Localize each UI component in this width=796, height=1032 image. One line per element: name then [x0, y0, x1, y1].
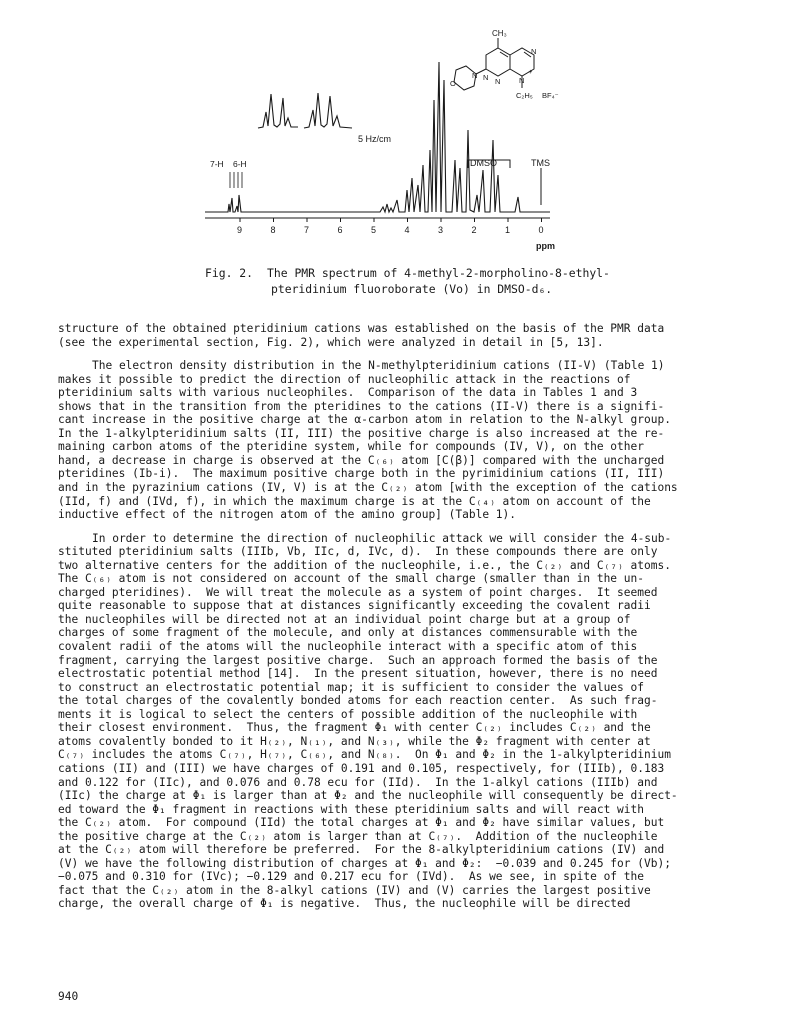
- text-line: ed toward the Φ₁ fragment in reactions with these pteridinium salts and will react with: [58, 802, 644, 816]
- atom-label-n3: N: [495, 77, 501, 86]
- figure-caption: [205, 265, 675, 297]
- text-line: C₍₇₎ includes the atoms C₍₇₎, H₍₇₎, C₍₆₎, and N₍₈₎. On Φ₁ and Φ₂ in the 1-alkylpteridinium: [58, 748, 671, 762]
- expanded-multiplet-7h: [258, 94, 298, 128]
- axis-tick-label: 9: [237, 225, 243, 235]
- body-text: [58, 322, 758, 911]
- text-line: structure of the obtained pteridinium cations was established on the basis of the PMR data: [58, 322, 665, 335]
- morpholine-o-label: O: [450, 79, 456, 88]
- text-line: (IId, f) and (IVd, f), in which the maximum charge is at the C₍₄₎ atom on account of the: [58, 494, 651, 508]
- axis-tick-label: 0: [538, 225, 544, 235]
- expanded-multiplet-6h: [304, 93, 352, 128]
- text-line: ments it is logical to select the centers of possible addition of the nucleophile with: [58, 707, 638, 721]
- axis-tick-label: 6: [337, 225, 343, 235]
- text-line: their closest environment. Thus, the fragment Φ₁ with center C₍₂₎ includes C₍₂₎ and the: [58, 721, 651, 735]
- text-line: quite reasonable to suppose that at distances significantly exceeding the covalent radii: [58, 599, 651, 613]
- text-line: atoms covalently bonded to it H₍₂₎, N₍₁₎, and N₍₃₎, while the Φ₂ fragment with center at: [58, 734, 651, 748]
- text-line: hand, a decrease in charge is observed at the C₍₆₎ atom [C(β)] compared with the uncharged: [58, 453, 665, 467]
- atom-label-n1: N: [483, 73, 489, 82]
- peak-label-ticks: [230, 172, 242, 188]
- text-line: fragment, carrying the largest positive charge. Such an approach formed the basis of the: [58, 653, 658, 667]
- caption-line-1: The PMR spectrum of 4-methyl-2-morpholino-8-ethyl-: [267, 266, 610, 280]
- caption-line-2: pteridinium fluoroborate (Vo) in DMSO-d₆.: [271, 282, 553, 296]
- text-line: cations (II) and (III) we have charges of 0.191 and 0.105, respectively, for (IIIb), 0.183: [58, 761, 665, 775]
- text-line: the positive charge at the C₍₂₎ atom is larger than at C₍₇₎. Addition of the nucleophile: [58, 829, 658, 843]
- text-line: charged pteridines). We will treat the molecule as a system of point charges. It seemed: [58, 585, 658, 599]
- text-line: at the C₍₂₎ atom will therefore be preferred. For the 8-alkylpteridinium cations (IV) and: [58, 843, 665, 857]
- peak-label-7h: 7-H: [210, 159, 224, 169]
- scale-label: 5 Hz/cm: [358, 134, 392, 144]
- paragraph: [58, 322, 758, 349]
- pmr-spectrum-figure: [0, 0, 796, 262]
- axis-tick-label: 5: [371, 225, 377, 235]
- anion-label: BF₄⁻: [542, 91, 559, 100]
- text-line: the nucleophiles will be directed not at an individual point charge but at a group of: [58, 612, 631, 626]
- atom-label-n8: N: [519, 76, 525, 85]
- text-line: pteridines (Ib-i). The maximum positive charge both in the pyrimidinium cations (II, III): [58, 467, 665, 481]
- text-line: the total charges of the covalently bonded atoms for each reaction center. As such frag-: [58, 694, 658, 708]
- tms-label: TMS: [531, 158, 550, 168]
- axis-ticks: [237, 218, 544, 235]
- ethyl-label: C₂H₅: [516, 91, 533, 100]
- morpholine-n-label: N: [472, 71, 478, 80]
- text-line: (V) we have the following distribution of charges at Φ₁ and Φ₂: −0.039 and 0.245 for (Vb);: [58, 856, 671, 870]
- text-line: and in the pyrazinium cations (IV, V) is at the C₍₂₎ atom [with the exception of the cations: [58, 481, 678, 495]
- text-line: The electron density distribution in the N-methylpteridinium cations (II-V) (Table 1): [92, 359, 665, 373]
- text-line: The C₍₆₎ atom is not considered on account of the small charge (smaller than in the un-: [58, 572, 644, 586]
- text-line: fact that the C₍₂₎ atom in the 8-alkyl cations (IV) and (V) carries the largest positive: [58, 883, 651, 897]
- text-line: inductive effect of the nitrogen atom of the amino group] (Table 1).: [58, 508, 517, 522]
- text-line: In order to determine the direction of nucleophilic attack we will consider the 4-sub-: [92, 531, 672, 545]
- text-line: covalent radii of the atoms will the nucleophile interact with a specific atom of this: [58, 640, 638, 654]
- peak-label-6h: 6-H: [233, 159, 247, 169]
- text-line: shows that in the transition from the pteridines to the cations (II-V) there is a signifi-: [58, 399, 665, 413]
- text-line: pteridinium salts with various nucleophiles. Comparison of the data in Tables 1 and 3: [58, 386, 638, 400]
- axis-tick-label: 1: [505, 225, 511, 235]
- text-line: (see the experimental section, Fig. 2), which were analyzed in detail in [5, 13].: [58, 335, 604, 349]
- paragraph: [58, 532, 758, 911]
- axis-unit: ppm: [536, 241, 555, 251]
- methyl-label: CH₃: [492, 29, 507, 38]
- axis-tick-label: 3: [438, 225, 444, 235]
- text-line: In the 1-alkylpteridinium salts (II, III) the positive charge is also increased at the re-: [58, 426, 665, 440]
- text-line: electrostatic potential method [14]. In the present situation, however, there is no need: [58, 667, 658, 681]
- paragraph: [58, 359, 758, 522]
- text-line: charges of some fragment of the molecule, and only at distances commensurable with the: [58, 626, 638, 640]
- text-line: and 0.122 for (IIc), and 0.076 and 0.78 ecu for (IId). In the 1-alkyl cations (IIIb) and: [58, 775, 658, 789]
- axis-tick-label: 8: [270, 225, 276, 235]
- axis-tick-label: 7: [304, 225, 310, 235]
- atom-label-n5: N: [531, 47, 537, 56]
- caption-label: Fig. 2.: [205, 266, 254, 280]
- page-number: 940: [58, 990, 79, 1003]
- text-line: makes it possible to predict the direction of nucleophilic attack in the reactions of: [58, 372, 631, 386]
- dmso-label: DMSO: [470, 158, 497, 168]
- charge-label: +: [528, 67, 533, 76]
- text-line: two alternative centers for the addition of the nucleophile, i.e., the C₍₂₎ and C₍₇₎ atoms.: [58, 558, 671, 572]
- text-line: (IIc) the charge at Φ₁ is larger than at Φ₂ and the nucleophile will consequently be direct-: [58, 789, 678, 803]
- text-line: cant increase in the positive charge at the α-carbon atom in relation to the N-alkyl group.: [58, 413, 671, 427]
- axis-tick-label: 2: [471, 225, 477, 235]
- text-line: charge, the overall charge of Φ₁ is negative. Thus, the nucleophile will be directed: [58, 897, 631, 911]
- text-line: to construct an electrostatic potential map; it is sufficient to consider the values of: [58, 680, 644, 694]
- axis-tick-label: 4: [404, 225, 410, 235]
- text-line: −0.075 and 0.310 for (IVc); −0.129 and 0.217 ecu for (IVd). As we see, in spite of the: [58, 870, 644, 884]
- text-line: stituted pteridinium salts (IIIb, Vb, IIc, d, IVc, d). In these compounds there are only: [58, 545, 658, 559]
- text-line: maining carbon atoms of the pteridine system, while for compounds (IV, V), on the other: [58, 440, 644, 454]
- text-line: the C₍₂₎ atom. For compound (IId) the total charges at Φ₁ and Φ₂ have similar values, but: [58, 816, 665, 830]
